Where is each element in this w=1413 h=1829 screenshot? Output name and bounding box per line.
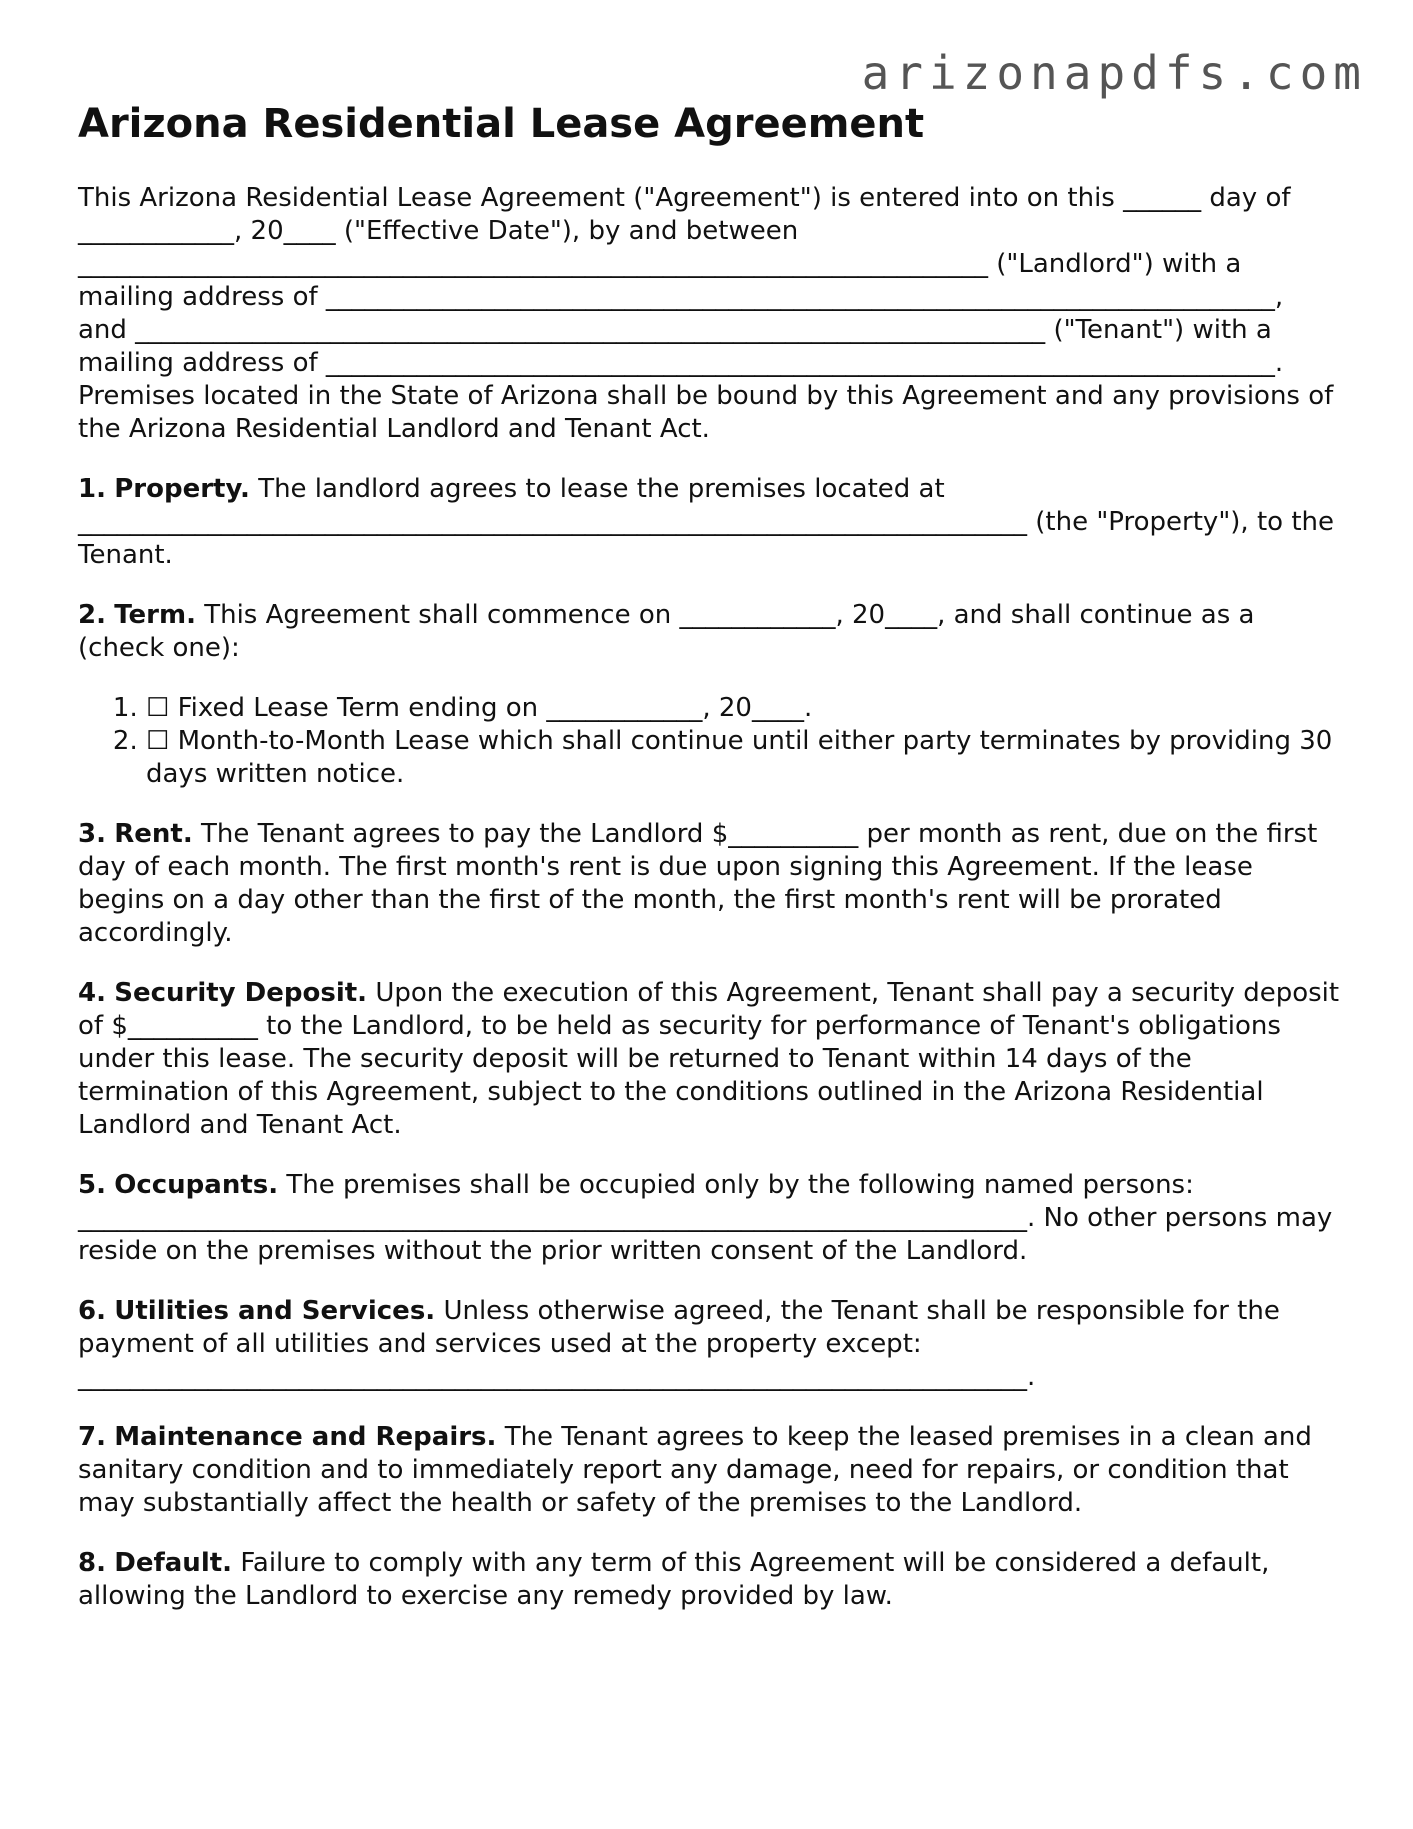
section-property bbox=[78, 473, 1340, 572]
section-rent bbox=[78, 818, 1340, 950]
section-text: The landlord agrees to lease the premises located at _________________________________________________________________________ (the "Property"), to the Tenant. bbox=[78, 474, 1334, 570]
section-utilities bbox=[78, 1295, 1340, 1394]
section-number: 3. bbox=[78, 819, 106, 849]
section-heading: Maintenance and Repairs. bbox=[114, 1422, 497, 1452]
section-text: The Tenant agrees to keep the leased premises in a clean and sanitary condition and to immediately report any damage, need for repairs, or condition that may substantially affect the health or safety of the premises to the Landlord. bbox=[78, 1422, 1312, 1518]
document-page bbox=[78, 100, 1340, 1640]
section-number: 1. bbox=[78, 474, 106, 504]
section-text: This Agreement shall commence on ____________, 20____, and shall continue as a (check one): bbox=[78, 600, 1255, 663]
term-option-month-to-month[interactable]: 2. ☐ Month-to-Month Lease which shall continue until either party terminates by providing 30 days written notice. bbox=[146, 725, 1340, 791]
section-heading: Property. bbox=[114, 474, 250, 504]
document-title: Arizona Residential Lease Agreement bbox=[78, 101, 925, 147]
section-heading: Rent. bbox=[114, 819, 193, 849]
section-text: Upon the execution of this Agreement, Tenant shall pay a security deposit of $__________ to the Landlord, to be held as security for performance of Tenant's obligations under this lease. The security deposit will be returned to Tenant within 14 days of the termination of this Agreement, subject to the conditions outlined in the Arizona Residential Landlord and Tenant Act. bbox=[78, 978, 1340, 1140]
section-number: 6. bbox=[78, 1296, 106, 1326]
section-text: The premises shall be occupied only by the following named persons: _________________________________________________________________________. No other persons may reside on the premises without the prior written consent of the Landlord. bbox=[78, 1170, 1333, 1266]
intro-paragraph: This Arizona Residential Lease Agreement ("Agreement") is entered into on this ______ day of ____________, 20____ ("Effective Date"), by and between ______________________________________________________________________ ("Landlord") with a mailing address of _________________________________________________________________________, and ______________________________________________________________________ ("Tenant") with a mailing address of _________________________________________________________________________. Premises located in the State of Arizona shall be bound by this Agreement and any provisions of the Arizona Residential Landlord and Tenant Act. bbox=[78, 183, 1334, 444]
section-security-deposit bbox=[78, 977, 1340, 1142]
section-maintenance bbox=[78, 1421, 1340, 1520]
section-heading: Utilities and Services. bbox=[114, 1296, 436, 1326]
section-text: Failure to comply with any term of this Agreement will be considered a default, allowing the Landlord to exercise any remedy provided by law. bbox=[78, 1548, 1270, 1611]
section-text: The Tenant agrees to pay the Landlord $__________ per month as rent, due on the first day of each month. The first month's rent is due upon signing this Agreement. If the lease begins on a day other than the first of the month, the first month's rent will be prorated accordingly. bbox=[78, 819, 1318, 948]
section-heading: Occupants. bbox=[114, 1170, 279, 1200]
section-occupants bbox=[78, 1169, 1340, 1268]
section-term bbox=[78, 599, 1340, 665]
section-text: Unless otherwise agreed, the Tenant shall be responsible for the payment of all utilities and services used at the property except: _________________________________________________________________________. bbox=[78, 1296, 1280, 1392]
section-number: 4. bbox=[78, 978, 106, 1008]
section-heading: Term. bbox=[114, 600, 196, 630]
term-option-fixed[interactable]: 1. ☐ Fixed Lease Term ending on ____________, 20____. bbox=[146, 692, 1340, 725]
section-number: 7. bbox=[78, 1422, 106, 1452]
term-options-list bbox=[78, 692, 1340, 791]
section-heading: Default. bbox=[114, 1548, 233, 1578]
section-number: 8. bbox=[78, 1548, 106, 1578]
section-number: 2. bbox=[78, 600, 106, 630]
section-heading: Security Deposit. bbox=[114, 978, 368, 1008]
section-default bbox=[78, 1547, 1340, 1613]
watermark: arizonapdfs.com bbox=[861, 46, 1367, 100]
section-number: 5. bbox=[78, 1170, 106, 1200]
